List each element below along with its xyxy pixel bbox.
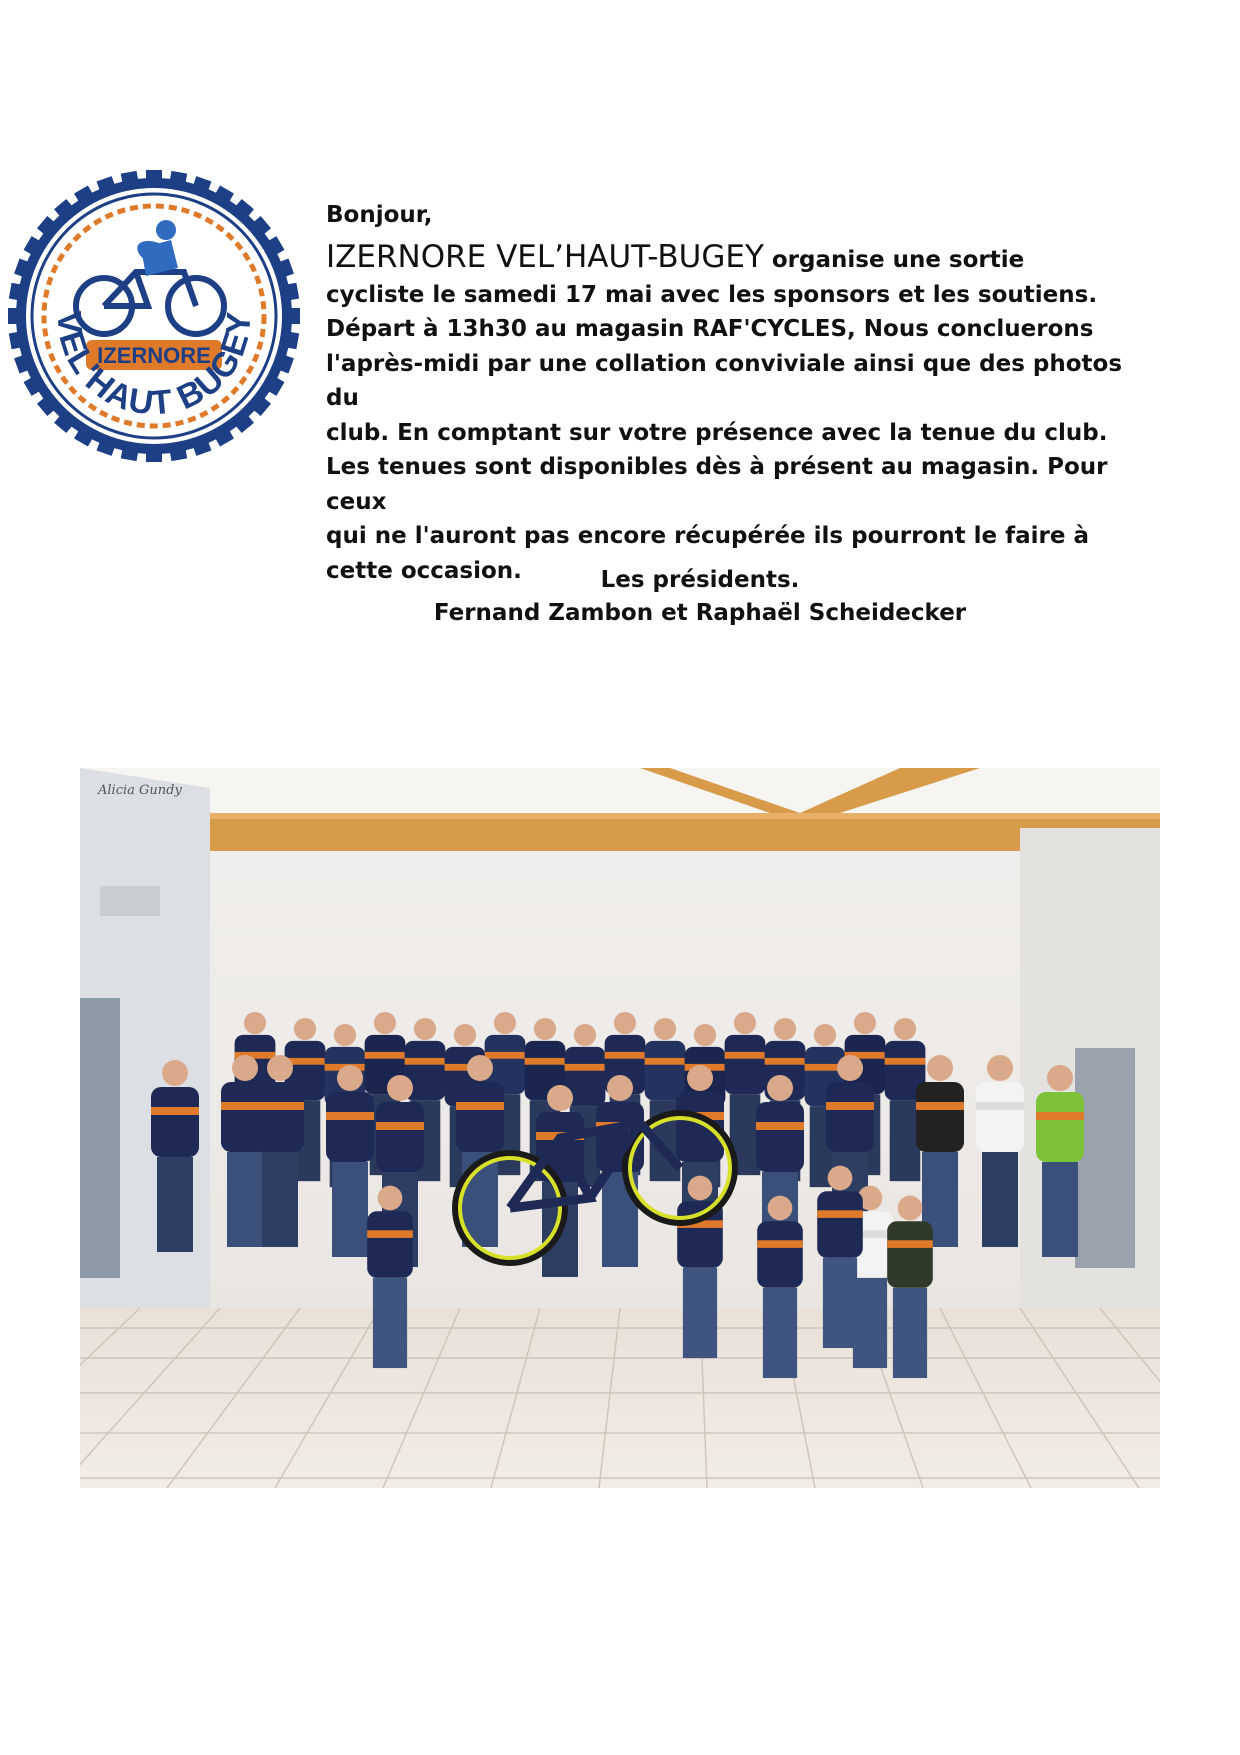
gear-tooth [169, 171, 187, 188]
letter-line-8: cette occasion. [326, 557, 522, 584]
person [1036, 1065, 1084, 1257]
gear-tooth [9, 331, 26, 349]
greeting: Bonjour, [326, 202, 433, 228]
letter-line-6: Les tenues sont disponibles dès à présent au magasin. Pour ceux [326, 454, 1108, 515]
person [151, 1060, 199, 1252]
person [326, 1065, 374, 1257]
photo-watermark: Alicia Gundy [98, 783, 182, 798]
gear-tooth [283, 283, 300, 301]
person [916, 1055, 964, 1247]
letter-line-7: qui ne l'auront pas encore récupérée ils pourront le faire à [326, 523, 1089, 549]
gear-tooth [283, 331, 300, 349]
letter-line-3: Départ à 13h30 au magasin RAF'CYCLES, Nous concluerons [326, 316, 1094, 342]
person [976, 1055, 1024, 1247]
letter-line-5: club. En comptant sur votre présence avec la tenue du club. [326, 419, 1108, 446]
gear-tooth [8, 308, 22, 324]
letter-line-1: IZERNORE VEL’HAUT-BUGEY organise une sortie [326, 239, 1025, 275]
logo-top-text: IZERNORE [97, 343, 211, 368]
gear-tooth [169, 445, 187, 462]
gear-tooth [286, 308, 300, 324]
gear-tooth [9, 283, 26, 301]
person [817, 1166, 863, 1348]
letter-line-4: l'après-midi par une collation conviviale ainsi que des photos du [326, 350, 1123, 411]
person [887, 1196, 933, 1378]
gear-tooth [121, 171, 139, 188]
person [367, 1186, 413, 1368]
gear-tooth [146, 448, 162, 462]
group-photo [80, 768, 1160, 1488]
signature-names: Fernand Zambon et Raphaël Scheidecker [433, 600, 967, 626]
person [256, 1055, 304, 1247]
gear-tooth [146, 170, 162, 184]
letter-line-2: cycliste le samedi 17 mai avec les sponsors et les soutiens. [326, 281, 1098, 308]
logo-arc-text: VEL'HAUT BUGEY [49, 310, 259, 423]
club-logo [6, 168, 302, 464]
letter-body [326, 198, 1146, 588]
gear-tooth [121, 445, 139, 462]
club-name: IZERNORE VEL’HAUT-BUGEY [326, 239, 764, 275]
signature-title: Les présidents. [600, 567, 800, 593]
group-photo-illustration [80, 768, 1160, 1488]
person [456, 1055, 504, 1247]
person [757, 1196, 803, 1378]
